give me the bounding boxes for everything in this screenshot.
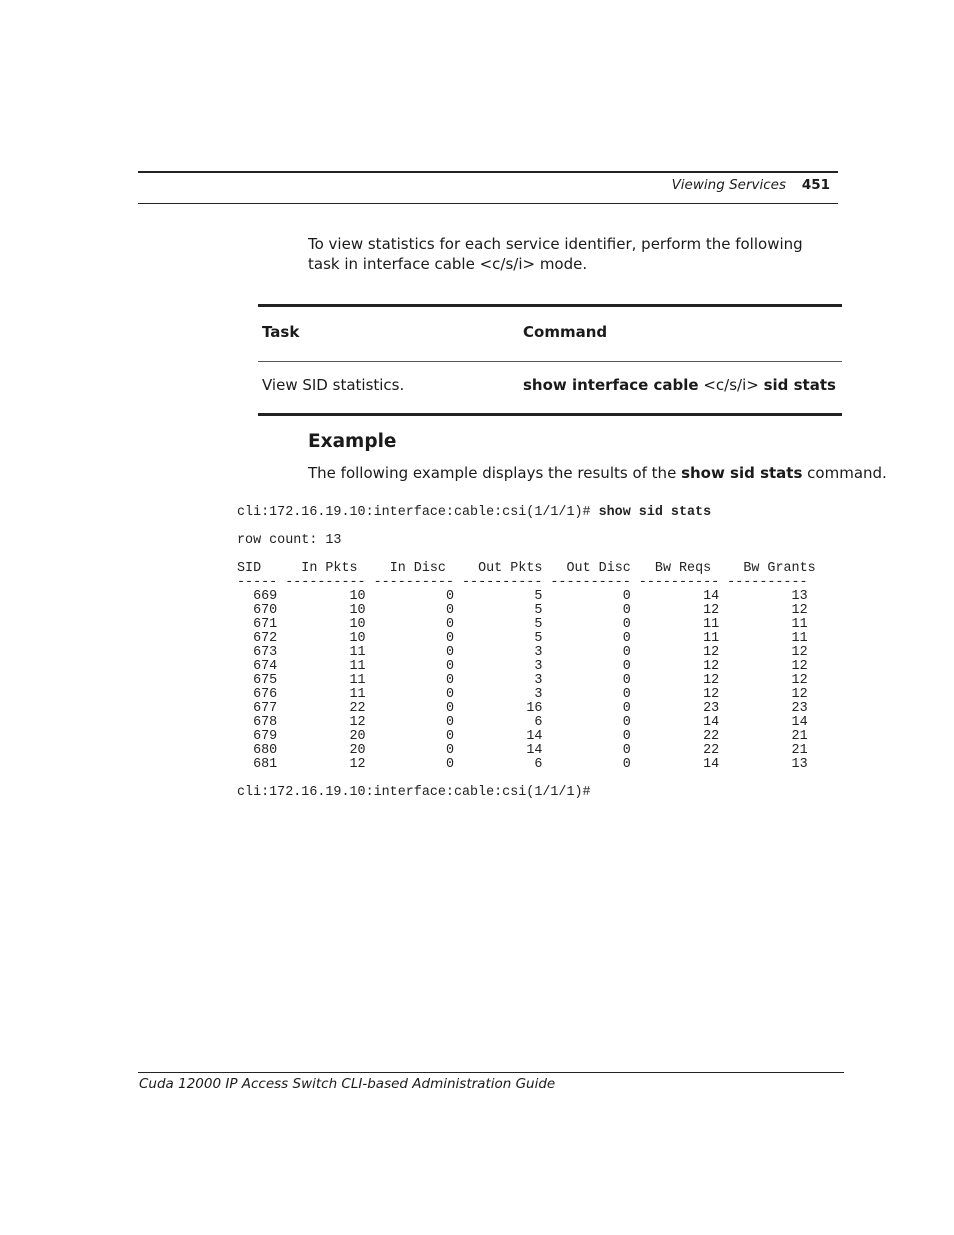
cli-cell: 675	[237, 673, 278, 688]
cli-cell: 0	[365, 715, 454, 730]
cli-cell: 3	[454, 659, 543, 674]
cli-cell: 12	[630, 687, 720, 702]
footer-title: Cuda 12000 IP Access Switch CLI-based Administration Guide	[139, 1076, 556, 1092]
cli-table-row	[237, 618, 808, 632]
cli-cell: 0	[365, 757, 454, 772]
cli-cell: 5	[454, 617, 543, 632]
column-header-task: Task	[262, 323, 300, 341]
cli-cell: 676	[237, 687, 278, 702]
cli-table-row	[237, 744, 808, 758]
cli-cell: 22	[630, 743, 720, 758]
cli-cell: 12	[719, 645, 808, 660]
cli-cell: 12	[719, 603, 808, 618]
cli-cell: 0	[365, 701, 454, 716]
cli-cell: 3	[454, 645, 543, 660]
cli-cell: 679	[237, 729, 278, 744]
cli-cell: 21	[719, 729, 808, 744]
cli-cell: 678	[237, 715, 278, 730]
cli-cell: 5	[454, 603, 543, 618]
cli-cell: 0	[365, 729, 454, 744]
cli-table-row	[237, 632, 808, 646]
cli-cell: 11	[277, 687, 366, 702]
cli-table-row	[237, 646, 808, 660]
cli-cell: 0	[542, 603, 631, 618]
cli-cell: 20	[277, 729, 366, 744]
cli-cell: 20	[277, 743, 366, 758]
cli-cell: 14	[454, 743, 543, 758]
cli-cell: 673	[237, 645, 278, 660]
cli-cell: 11	[277, 659, 366, 674]
cli-cell: 11	[630, 631, 720, 646]
cli-column-header: Out Disc	[542, 561, 631, 576]
cli-cell: 672	[237, 631, 278, 646]
cli-cell: 0	[542, 617, 631, 632]
cli-cell: 0	[365, 645, 454, 660]
cli-cell: 12	[719, 673, 808, 688]
cli-cell: 0	[542, 589, 631, 604]
header-top-rule	[138, 171, 838, 173]
cli-cell: 14	[454, 729, 543, 744]
cli-cell: 11	[277, 673, 366, 688]
cli-cell: 12	[277, 757, 366, 772]
cli-cell: 12	[630, 659, 720, 674]
cli-cell: 0	[542, 757, 631, 772]
cli-cell: 0	[542, 715, 631, 730]
cli-cell: 22	[277, 701, 366, 716]
cli-cell: 14	[630, 715, 720, 730]
header-section-title: Viewing Services	[671, 177, 786, 193]
cli-cell: 680	[237, 743, 278, 758]
command-keyword: show interface cable	[523, 376, 699, 394]
command-keyword-2: sid stats	[763, 376, 836, 394]
cli-cell: 671	[237, 617, 278, 632]
cli-table-row	[237, 730, 808, 744]
cli-cell: 0	[365, 743, 454, 758]
cli-cell: 670	[237, 603, 278, 618]
cli-table-row	[237, 604, 808, 618]
cli-cell: 0	[542, 673, 631, 688]
cli-cell: 0	[542, 645, 631, 660]
cli-cell: 11	[719, 617, 808, 632]
footer-rule	[138, 1072, 844, 1073]
cli-column-header: In Pkts	[277, 561, 366, 576]
command-argument: <c/s/i>	[698, 376, 764, 394]
cli-cell: 0	[365, 687, 454, 702]
cli-cell: 23	[719, 701, 808, 716]
cli-cell: 22	[630, 729, 720, 744]
cli-table-row	[237, 702, 808, 716]
page-number: 451	[801, 177, 830, 193]
cli-cell: 10	[277, 589, 366, 604]
cli-table-body	[237, 590, 808, 772]
table-header-rule	[258, 361, 842, 362]
cli-cell: 3	[454, 687, 543, 702]
cli-cell: 13	[719, 589, 808, 604]
cli-table-row	[237, 716, 808, 730]
example-command: show sid stats	[681, 464, 803, 482]
cli-cell: 3	[454, 673, 543, 688]
cli-cell: 677	[237, 701, 278, 716]
cli-cell: 0	[365, 603, 454, 618]
cli-cell: 0	[365, 631, 454, 646]
cli-row-count: row count: 13	[237, 533, 342, 548]
cli-table-row	[237, 688, 808, 702]
cli-table-row	[237, 674, 808, 688]
command-cell	[523, 376, 836, 394]
cli-cell: 6	[454, 715, 543, 730]
cli-cell: 13	[719, 757, 808, 772]
cli-cell: 0	[365, 659, 454, 674]
cli-cell: 0	[542, 729, 631, 744]
cli-cell: 14	[719, 715, 808, 730]
cli-column-header: Bw Reqs	[630, 561, 720, 576]
column-header-command: Command	[523, 323, 608, 341]
cli-cell: 0	[365, 617, 454, 632]
cli-cell: 12	[719, 659, 808, 674]
cli-cell: 6	[454, 757, 543, 772]
cli-cell: 14	[630, 589, 720, 604]
cli-table-row	[237, 758, 808, 772]
cli-cell: 12	[630, 673, 720, 688]
cli-cell: 12	[277, 715, 366, 730]
cli-cell: 0	[542, 743, 631, 758]
cli-cell: 10	[277, 617, 366, 632]
cli-cell: 5	[454, 631, 543, 646]
table-top-rule	[258, 304, 842, 307]
cli-cell: 10	[277, 603, 366, 618]
cli-column-header: Out Pkts	[454, 561, 543, 576]
cli-table-header	[237, 562, 816, 576]
cli-table-row	[237, 660, 808, 674]
cli-end-prompt: cli:172.16.19.10:interface:cable:csi(1/1/1)#	[237, 785, 591, 800]
cli-cell: 0	[542, 631, 631, 646]
cli-cell: 12	[630, 645, 720, 660]
cli-table-row	[237, 590, 808, 604]
task-cell: View SID statistics.	[262, 376, 405, 394]
cli-cell: 0	[365, 673, 454, 688]
cli-column-header: SID	[237, 561, 278, 576]
cli-cell: 0	[542, 701, 631, 716]
cli-command: show sid stats	[598, 505, 712, 520]
intro-paragraph: To view statistics for each service identifier, perform the following task in interface cable <c/s/i> mode.	[308, 235, 803, 273]
cli-command-line	[237, 506, 711, 520]
cli-cell: 11	[277, 645, 366, 660]
cli-cell: 12	[630, 603, 720, 618]
cli-cell: 669	[237, 589, 278, 604]
cli-cell: 0	[365, 589, 454, 604]
cli-cell: 14	[630, 757, 720, 772]
cli-cell: 12	[719, 687, 808, 702]
example-text-before: The following example displays the results of the	[308, 464, 682, 482]
cli-cell: 0	[542, 659, 631, 674]
cli-cell: 21	[719, 743, 808, 758]
cli-column-header: Bw Grants	[719, 561, 816, 576]
cli-cell: 23	[630, 701, 720, 716]
cli-cell: 681	[237, 757, 278, 772]
cli-cell: 11	[630, 617, 720, 632]
cli-prompt: cli:172.16.19.10:interface:cable:csi(1/1/1)#	[237, 505, 599, 520]
cli-cell: 0	[542, 687, 631, 702]
example-heading: Example	[308, 431, 397, 452]
example-description	[308, 464, 887, 482]
table-bottom-rule	[258, 413, 842, 416]
cli-cell: 674	[237, 659, 278, 674]
header-bottom-rule	[138, 203, 838, 204]
example-text-after: command.	[802, 464, 887, 482]
cli-cell: 5	[454, 589, 543, 604]
cli-column-header: In Disc	[365, 561, 454, 576]
cli-cell: 11	[719, 631, 808, 646]
cli-table-separator: ----- ---------- ---------- ---------- ---------- ---------- ----------	[237, 575, 808, 590]
cli-cell: 10	[277, 631, 366, 646]
cli-cell: 16	[454, 701, 543, 716]
